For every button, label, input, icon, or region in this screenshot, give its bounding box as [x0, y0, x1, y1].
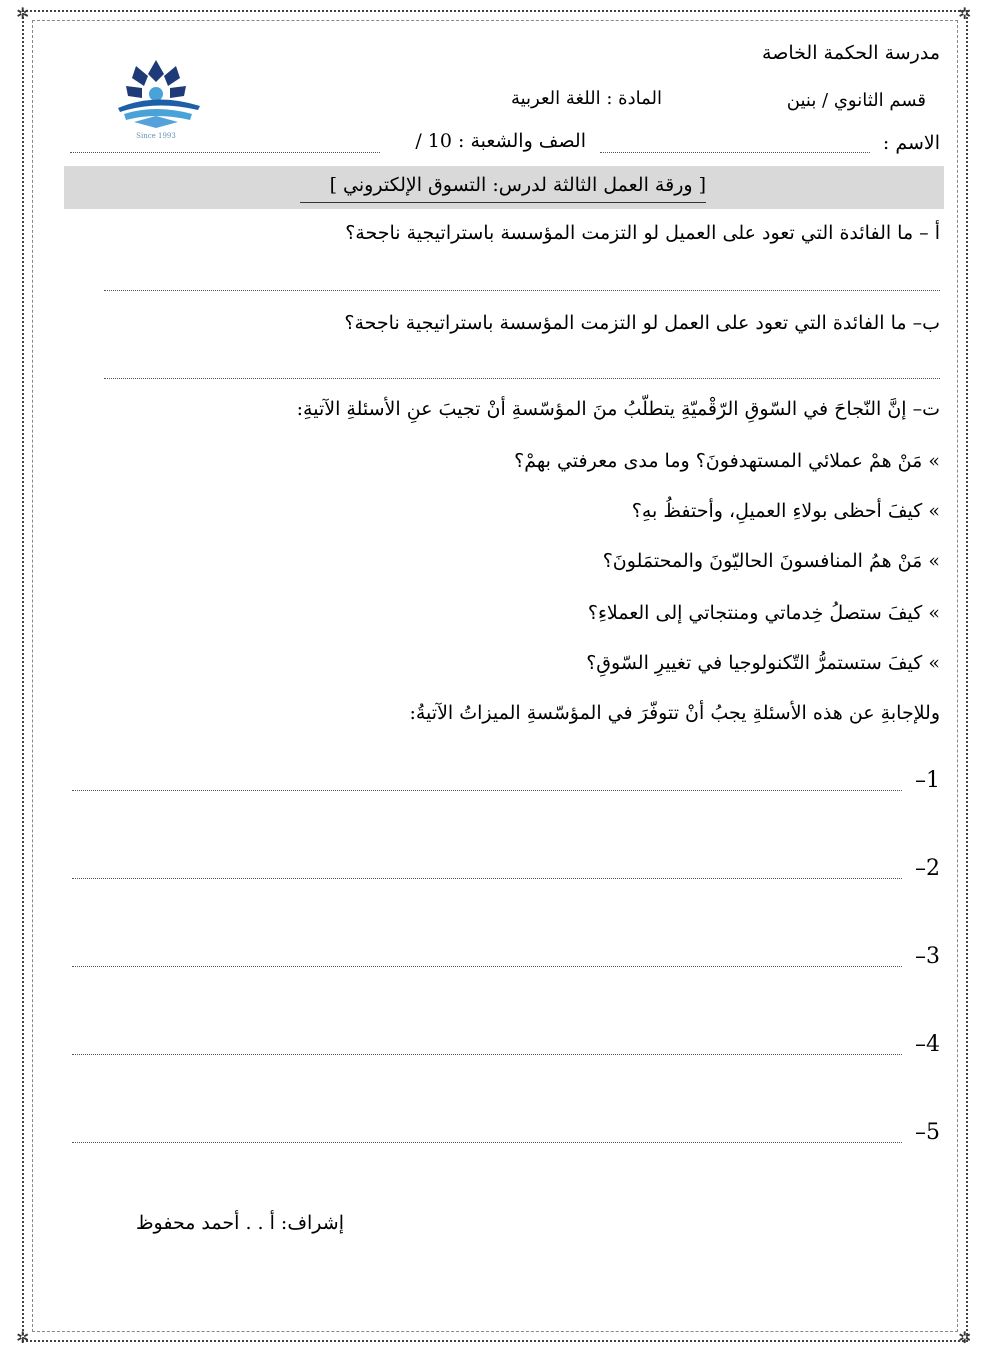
school-name: مدرسة الحكمة الخاصة [762, 42, 940, 64]
bullet-item: » كيفَ أحظى بولاءِ العميلِ، وأحتفظُ بهِ؟ [631, 500, 940, 522]
answer-line-3[interactable] [72, 966, 902, 967]
bullet-item: » كيفَ ستستمرُّ التّكنولوجيا في تغييرِ السّوقِ؟ [586, 652, 940, 674]
school-logo [104, 52, 208, 144]
answer-number: 5– [915, 1120, 940, 1145]
answer-line-5[interactable] [72, 1142, 902, 1143]
corner-ornament-icon: ✲ [958, 4, 972, 23]
supervisor-label: إشراف: أ . . أحمد محفوظ [135, 1212, 344, 1234]
department-label: قسم الثانوي / بنين [786, 90, 926, 111]
name-field[interactable] [600, 152, 870, 153]
answer-line-b[interactable] [104, 378, 940, 379]
class-label: الصف والشعبة : 10 / [415, 130, 586, 152]
answer-number: 1– [915, 768, 940, 793]
answer-line-4[interactable] [72, 1054, 902, 1055]
corner-ornament-icon: ✲ [958, 1328, 972, 1347]
answers-intro: وللإجابةِ عن هذه الأسئلةِ يجبُ أنْ تتوفّرَ في المؤسّسةِ الميزاتُ الآتيةُ: [409, 702, 940, 724]
corner-ornament-icon: ✲ [16, 4, 30, 23]
answer-line-a[interactable] [104, 290, 940, 291]
answer-number: 2– [915, 856, 940, 881]
subject-label: المادة : اللغة العربية [510, 88, 662, 109]
question-t: ت– إنَّ النّجاحَ في السّوقِ الرّقْميّةِ يتطلّبُ منَ المؤسّسةِ أنْ تجيبَ عنِ الأسئلةِ الآتيةِ: [296, 398, 940, 420]
logo-text: Since 1993 [136, 132, 176, 140]
name-label: الاسم : [882, 132, 940, 154]
question-a: أ – ما الفائدة التي تعود على العميل لو التزمت المؤسسة باستراتيجية ناجحة؟ [345, 222, 940, 244]
answer-line-2[interactable] [72, 878, 902, 879]
question-b: ب– ما الفائدة التي تعود على العمل لو التزمت المؤسسة باستراتيجية ناجحة؟ [344, 312, 940, 334]
bullet-item: » مَنْ همُ المنافسونَ الحاليّونَ والمحتمَلونَ؟ [602, 550, 940, 572]
answer-line-1[interactable] [72, 790, 902, 791]
bullet-item: » مَنْ همْ عملائي المستهدفونَ؟ وما مدى معرفتي بهمْ؟ [514, 450, 940, 472]
answer-number: 4– [915, 1032, 940, 1057]
corner-ornament-icon: ✲ [16, 1328, 30, 1347]
class-field[interactable] [70, 152, 380, 153]
worksheet-title: [ ورقة العمل الثالثة لدرس: التسوق الإلكتروني ] [329, 174, 706, 196]
answer-number: 3– [915, 944, 940, 969]
bullet-item: » كيفَ ستصلُ خِدماتي ومنتجاتي إلى العملاءِ؟ [587, 602, 940, 624]
title-underline [300, 202, 706, 203]
